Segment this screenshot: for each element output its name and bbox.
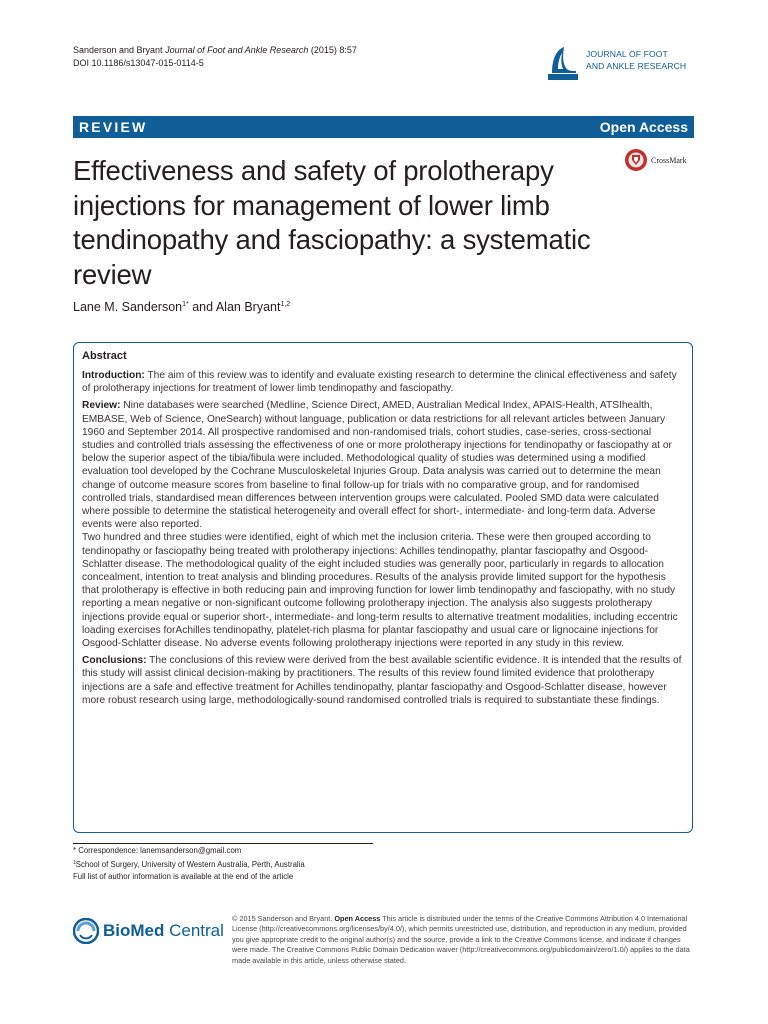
abstract-results: Two hundred and three studies were identified, eight of which met the inclusion criteria. These were then grouped according to tendinopathy or fasciopathy being treated with prolotherapy injections: Achilles tendinopathy, plantar fasciopathy and Osgood-Schlatter disease. The methodological quality of the eight included studies was generally poor, particularly in regards to allocation concealment, intention to treat analysis and blinding procedures. Results of the analysis provide limited support for the hypothesis that prolotherapy is effective in both reducing pain and improving function for lower limb tendinopathy and fasciopathy, with no study reporting a mean negative or non-significant outcome following prolotherapy injection. The analysis also suggests prolotherapy injections provide equal or superior short-, intermediate- and long-term results to alternative treatment modalities, including eccentric loading exercises forAchilles tendinopathy, platelet-rich plasma for plantar fasciopathy and usual care or lignocaine injections for Osgood-Schlatter disease. No adverse events following prolotherapy injections were reported in any study in this review.	[82, 532, 678, 650]
correspondence-note: * Correspondence: lanemsanderson@gmail.com	[73, 846, 242, 855]
introduction-text: The aim of this review was to identify and evaluate existing research to determine the clinical effectiveness and safety of prolotherapy injections for treatment of lower limb tendinopathy and fasciopathy.	[82, 370, 677, 395]
article-title: Effectiveness and safety of prolotherapy injections for management of lower limb tendinopathy and fasciopathy: a systematic review	[73, 155, 591, 290]
affiliation-note	[73, 857, 305, 871]
crossmark-label: CrossMark	[651, 155, 687, 165]
journal-name-line2: AND ANKLE RESEARCH	[586, 61, 687, 71]
footnotes	[73, 845, 305, 883]
introduction-label: Introduction:	[82, 370, 145, 381]
article-type-banner	[73, 116, 694, 138]
abstract-introduction	[82, 369, 684, 395]
affiliation-number: 1	[73, 860, 76, 866]
conclusions-text: The conclusions of this review were derived from the best available scientific evidence. It is intended that the results of this study will assist clinical decision-making by practitioners. The results of this review found limited evidence that prolotherapy injections are a safe and effective treatment for Achilles tendinopathy, plantar fasciopathy and Osgood-Schlatter disease, however more robust research using large, methodologically-sound randomised controlled trials is required to substantiate these findings.	[82, 655, 682, 706]
license-statement	[232, 914, 694, 966]
citation-header	[73, 44, 357, 70]
conclusions-label: Conclusions:	[82, 655, 147, 667]
abstract-review	[82, 399, 684, 531]
citation-journal: Journal of Foot and Ankle Research	[165, 45, 309, 55]
journal-name	[586, 44, 686, 72]
journal-logo	[546, 44, 696, 84]
abstract-conclusions	[82, 654, 684, 707]
license-text: This article is distributed under the terms of the Creative Commons Attribution 4.0 International License (http://creativecommons.org/licenses/by/4.0/), which permits unrestricted use, distribution, and reproduction in any medium, provided you give appropriate credit to the original author(s) and the source, provide a link to the Creative Commons license, and indicate if changes were made. The Creative Commons Public Domain Dedication waiver (http://creativecommons.org/publicdomain/zero/1.0/) applies to the data made available in this article, unless otherwise stated.	[232, 914, 690, 965]
author-list	[73, 300, 290, 314]
crossmark-badge[interactable]	[624, 148, 687, 172]
foot-logo-icon	[546, 44, 580, 82]
license-copyright: © 2015 Sanderson and Bryant.	[232, 914, 335, 923]
citation-volume: (2015) 8:57	[308, 45, 357, 55]
author-info-note: Full list of author information is available at the end of the article	[73, 872, 294, 881]
author-1[interactable]: Lane M. Sanderson	[73, 300, 183, 314]
citation-line	[73, 44, 357, 57]
affiliation-text: School of Surgery, University of Western Australia, Perth, Australia	[75, 860, 305, 869]
wordmark-med: Med	[130, 921, 165, 940]
biomed-central-logo	[73, 918, 224, 944]
review-text: Nine databases were searched (Medline, Science Direct, AMED, Australian Medical Index, APAIS-Health, ATSIhealth, EMBASE, Web of Science, OneSearch) without language, publication or data restrictions for all relevant articles between January 1960 and September 2014. All prospective randomised and non-randomised trials, cohort studies, case-series, cross-sectional studies and controlled trials assessing the effectiveness of one or more prolotherapy injections for tendinopathy or fasciopathy at or below the superior aspect of the tibia/fibula were included. Methodological quality of studies was determined using a modified evaluation tool developed by the Cochrane Musculoskeletal Injuries Group. Data analysis was carried out to determine the mean change of outcome measure scores from baseline to final follow-up for trials with no comparative group, and for randomised controlled trials, standardised mean differences between intervention groups were calculated. Pooled SMD data were calculated where possible to determine the statistical heterogeneity and overall effect for short-, intermediate- and long-term data. Adverse events were also reported.	[82, 400, 672, 531]
open-access-label[interactable]: Open Access	[599, 119, 688, 135]
abstract-box	[73, 342, 693, 833]
footnote-divider	[73, 843, 373, 844]
author-1-affil: 1*	[182, 301, 189, 308]
biomed-central-icon	[73, 918, 99, 944]
wordmark-central: Central	[164, 921, 224, 940]
doi-line[interactable]: DOI 10.1186/s13047-015-0114-5	[73, 58, 204, 68]
article-type-label: REVIEW	[79, 119, 148, 135]
wordmark-bio: Bio	[103, 921, 131, 940]
citation-authors: Sanderson and Bryant	[73, 45, 163, 55]
author-2[interactable]: and Alan Bryant	[188, 300, 281, 314]
license-open-access: Open Access	[334, 914, 381, 923]
review-label: Review:	[82, 400, 121, 412]
author-2-affil: 1,2	[280, 301, 291, 308]
abstract-heading: Abstract	[82, 350, 127, 362]
journal-name-line1: JOURNAL OF FOOT	[586, 49, 668, 59]
biomed-central-wordmark	[103, 921, 224, 941]
